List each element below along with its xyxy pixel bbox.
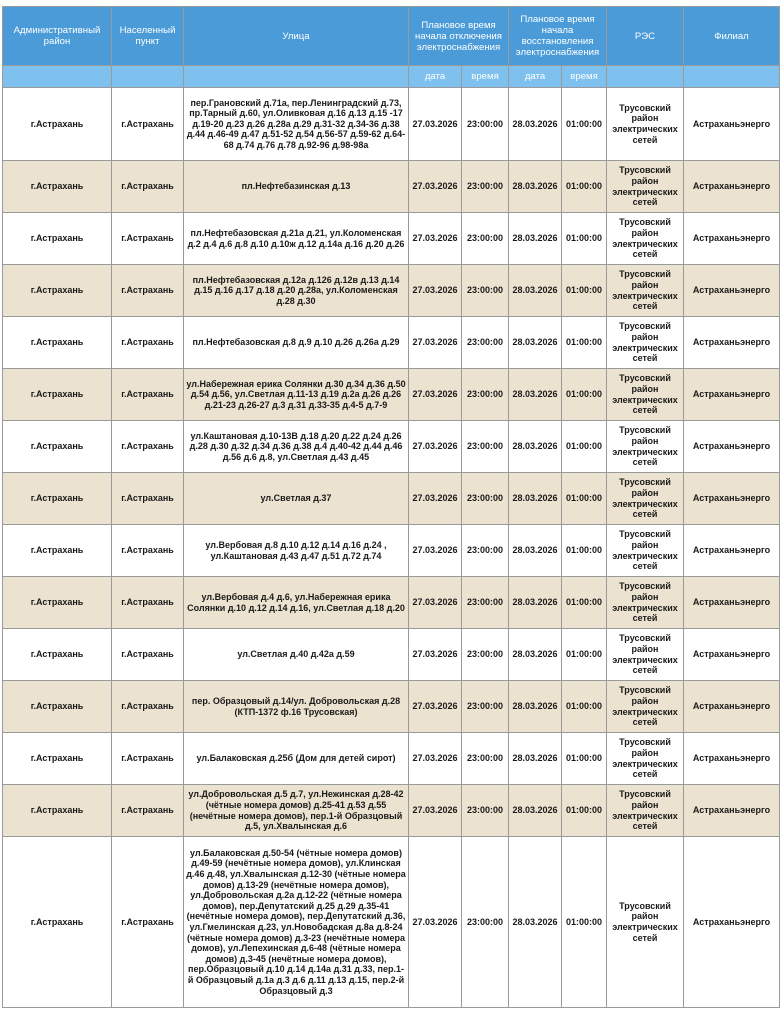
on-date-cell: 28.03.2026 (509, 629, 562, 681)
branch-cell: Астраханьэнерго (684, 681, 780, 733)
off-date-cell: 27.03.2026 (409, 213, 462, 265)
district-cell: г.Астрахань (3, 421, 112, 473)
res-cell: Трусовский район электрических сетей (607, 369, 684, 421)
outage-schedule-table (2, 6, 780, 1008)
street-cell: ул.Светлая д.40 д.42а д.59 (184, 629, 409, 681)
district-cell: г.Астрахань (3, 629, 112, 681)
off-time-cell: 23:00:00 (462, 629, 509, 681)
branch-cell: Астраханьэнерго (684, 577, 780, 629)
res-cell: Трусовский район электрических сетей (607, 213, 684, 265)
locality-cell: г.Астрахань (112, 369, 184, 421)
on-date-cell: 28.03.2026 (509, 369, 562, 421)
header-locality: Населенный пункт (112, 7, 184, 66)
on-time-cell: 01:00:00 (562, 473, 607, 525)
off-date-cell: 27.03.2026 (409, 265, 462, 317)
subheader-on-time: время (562, 66, 607, 88)
street-cell: пл.Нефтебазовская д.12а д.126 д.12в д.13 д.14 д.15 д.16 д.17 д.18 д.20 д.28а, ул.Коломенская д.28 д.30 (184, 265, 409, 317)
district-cell: г.Астрахань (3, 525, 112, 577)
res-cell: Трусовский район электрических сетей (607, 525, 684, 577)
subheader-empty (684, 66, 780, 88)
on-time-cell: 01:00:00 (562, 733, 607, 785)
street-cell: ул.Балаковская д.25б (Дом для детей сирот) (184, 733, 409, 785)
locality-cell: г.Астрахань (112, 473, 184, 525)
res-cell: Трусовский район электрических сетей (607, 473, 684, 525)
on-date-cell: 28.03.2026 (509, 88, 562, 161)
on-time-cell: 01:00:00 (562, 525, 607, 577)
table-row (3, 629, 780, 681)
district-cell: г.Астрахань (3, 213, 112, 265)
branch-cell: Астраханьэнерго (684, 213, 780, 265)
header-off-time: Плановое время начала отключения электроснабжения (409, 7, 509, 66)
branch-cell: Астраханьэнерго (684, 317, 780, 369)
off-time-cell: 23:00:00 (462, 265, 509, 317)
street-cell: ул.Вербовая д.4 д.6, ул.Набережная ерика Солянки д.10 д.12 д.14 д.16, ул.Светлая д.18 д.20 (184, 577, 409, 629)
header-admin-district: Административный район (3, 7, 112, 66)
off-time-cell: 23:00:00 (462, 369, 509, 421)
street-cell: пл.Нефтебазинская д.13 (184, 161, 409, 213)
header-restore-time: Плановое время начала восстановления электроснабжения (509, 7, 607, 66)
on-date-cell: 28.03.2026 (509, 525, 562, 577)
on-date-cell: 28.03.2026 (509, 837, 562, 1008)
off-time-cell: 23:00:00 (462, 473, 509, 525)
locality-cell: г.Астрахань (112, 88, 184, 161)
off-date-cell: 27.03.2026 (409, 317, 462, 369)
street-cell: ул.Набережная ерика Солянки д.30 д.34 д.36 д.50 д.54 д.56, ул.Светлая д.11-13 д.19 д.2а д.26 д.26 д.21-23 д.26-27 д.3 д.31 д.33-35 д.4-5 д.7-9 (184, 369, 409, 421)
on-time-cell: 01:00:00 (562, 265, 607, 317)
off-time-cell: 23:00:00 (462, 421, 509, 473)
locality-cell: г.Астрахань (112, 317, 184, 369)
res-cell: Трусовский район электрических сетей (607, 577, 684, 629)
street-cell: ул.Балаковская д.50-54 (чётные номера домов) д.49-59 (нечётные номера домов), ул.Клинская д.46 д.48, ул.Хвалынская д.12-30 (чётные номера домов) д.13-29 (нечётные номера домов), ул.Добровольская д.2а д.12-22 (чётные номера домов), пер.Депутатский д.25 д.29 д.35-41 (нечётные номера домов), пер.Депутатский д.36, ул.Гмелинская д.23, ул.Новобадская д.8а д.8-24 (чётные номера домов) д.3-23 (нечётные номера домов), ул.Лепехинская д.6-48 (чётные номера домов) д.3-45 (нечётные номера домов), пер.Образцовый д.10 д.14 д.14а д.31 д.33, пер.1-й Образцовый д.1а д.3 д.6 д.11 д.13 д.15, пер.2-й Образцовый д.3 (184, 837, 409, 1008)
on-time-cell: 01:00:00 (562, 837, 607, 1008)
branch-cell: Астраханьэнерго (684, 161, 780, 213)
res-cell: Трусовский район электрических сетей (607, 733, 684, 785)
res-cell: Трусовский район электрических сетей (607, 88, 684, 161)
table-row (3, 161, 780, 213)
locality-cell: г.Астрахань (112, 837, 184, 1008)
off-date-cell: 27.03.2026 (409, 577, 462, 629)
locality-cell: г.Астрахань (112, 421, 184, 473)
table-row (3, 317, 780, 369)
subheader-empty (3, 66, 112, 88)
district-cell: г.Астрахань (3, 733, 112, 785)
locality-cell: г.Астрахань (112, 213, 184, 265)
on-time-cell: 01:00:00 (562, 785, 607, 837)
table-row (3, 213, 780, 265)
off-date-cell: 27.03.2026 (409, 837, 462, 1008)
branch-cell: Астраханьэнерго (684, 88, 780, 161)
subheader-off-time: время (462, 66, 509, 88)
off-time-cell: 23:00:00 (462, 733, 509, 785)
on-date-cell: 28.03.2026 (509, 681, 562, 733)
street-cell: ул.Вербовая д.8 д.10 д.12 д.14 д.16 д.24 , ул.Каштановая д.43 д.47 д.51 д.72 д.74 (184, 525, 409, 577)
on-time-cell: 01:00:00 (562, 577, 607, 629)
branch-cell: Астраханьэнерго (684, 369, 780, 421)
branch-cell: Астраханьэнерго (684, 525, 780, 577)
table-body (3, 88, 780, 1008)
table-row (3, 88, 780, 161)
locality-cell: г.Астрахань (112, 577, 184, 629)
district-cell: г.Астрахань (3, 837, 112, 1008)
street-cell: пл.Нефтебазовская д.8 д.9 д.10 д.26 д.26а д.29 (184, 317, 409, 369)
locality-cell: г.Астрахань (112, 629, 184, 681)
locality-cell: г.Астрахань (112, 733, 184, 785)
on-time-cell: 01:00:00 (562, 629, 607, 681)
off-time-cell: 23:00:00 (462, 837, 509, 1008)
on-time-cell: 01:00:00 (562, 317, 607, 369)
header-street: Улица (184, 7, 409, 66)
locality-cell: г.Астрахань (112, 525, 184, 577)
branch-cell: Астраханьэнерго (684, 629, 780, 681)
on-date-cell: 28.03.2026 (509, 317, 562, 369)
street-cell: ул.Добровольская д.5 д.7, ул.Нежинская д.28-42 (чётные номера домов) д.25-41 д.53 д.55 (нечётные номера домов), пер.1-й Образцовый д.5, ул.Хвалынская д.6 (184, 785, 409, 837)
header-branch: Филиал (684, 7, 780, 66)
district-cell: г.Астрахань (3, 265, 112, 317)
street-cell: пл.Нефтебазовская д.21а д.21, ул.Коломенская д.2 д.4 д.6 д.8 д.10 д.10ж д.12 д.14а д.16 д.20 д.26 (184, 213, 409, 265)
table-row (3, 681, 780, 733)
district-cell: г.Астрахань (3, 369, 112, 421)
district-cell: г.Астрахань (3, 577, 112, 629)
branch-cell: Астраханьэнерго (684, 785, 780, 837)
off-date-cell: 27.03.2026 (409, 421, 462, 473)
table-row (3, 525, 780, 577)
table-row (3, 577, 780, 629)
header-res: РЭС (607, 7, 684, 66)
on-time-cell: 01:00:00 (562, 681, 607, 733)
district-cell: г.Астрахань (3, 161, 112, 213)
subheader-off-date: дата (409, 66, 462, 88)
street-cell: пер.Грановский д.71а, пер.Ленинградский д.73, пр.Тарный д.60, ул.Оливковая д.16 д.13 д.15 -17 д.19-20 д.23 д.26 д.28а д.29 д.31-32 д.34-36 д.38 д.44 д.46-49 д.47 д.51-52 д.54 д.56-57 д.59-62 д.64-68 д.74 д.76 д.78 д.92-96 д.98-98а (184, 88, 409, 161)
subheader-empty (112, 66, 184, 88)
table-row (3, 785, 780, 837)
off-date-cell: 27.03.2026 (409, 785, 462, 837)
res-cell: Трусовский район электрических сетей (607, 629, 684, 681)
off-time-cell: 23:00:00 (462, 525, 509, 577)
street-cell: ул.Светлая д.37 (184, 473, 409, 525)
off-time-cell: 23:00:00 (462, 317, 509, 369)
on-time-cell: 01:00:00 (562, 369, 607, 421)
branch-cell: Астраханьэнерго (684, 733, 780, 785)
table-row (3, 837, 780, 1008)
locality-cell: г.Астрахань (112, 681, 184, 733)
off-time-cell: 23:00:00 (462, 88, 509, 161)
off-date-cell: 27.03.2026 (409, 681, 462, 733)
off-date-cell: 27.03.2026 (409, 369, 462, 421)
district-cell: г.Астрахань (3, 317, 112, 369)
off-time-cell: 23:00:00 (462, 681, 509, 733)
header-row (3, 7, 780, 66)
branch-cell: Астраханьэнерго (684, 421, 780, 473)
on-date-cell: 28.03.2026 (509, 213, 562, 265)
table-row (3, 369, 780, 421)
on-time-cell: 01:00:00 (562, 213, 607, 265)
res-cell: Трусовский район электрических сетей (607, 265, 684, 317)
table-row (3, 421, 780, 473)
off-time-cell: 23:00:00 (462, 161, 509, 213)
on-date-cell: 28.03.2026 (509, 733, 562, 785)
res-cell: Трусовский район электрических сетей (607, 421, 684, 473)
district-cell: г.Астрахань (3, 785, 112, 837)
off-date-cell: 27.03.2026 (409, 473, 462, 525)
district-cell: г.Астрахань (3, 681, 112, 733)
res-cell: Трусовский район электрических сетей (607, 681, 684, 733)
district-cell: г.Астрахань (3, 473, 112, 525)
street-cell: ул.Каштановая д.10-13В д.18 д.20 д.22 д.24 д.26 д.28 д.30 д.32 д.34 д.36 д.38 д.4 д.40-42 д.44 д.46 д.56 д.6 д.8, ул.Светлая д.43 д.45 (184, 421, 409, 473)
on-date-cell: 28.03.2026 (509, 577, 562, 629)
off-date-cell: 27.03.2026 (409, 161, 462, 213)
off-time-cell: 23:00:00 (462, 213, 509, 265)
off-date-cell: 27.03.2026 (409, 525, 462, 577)
street-cell: пер. Образцовый д.14/ул. Добровольская д.28 (КТП-1372 ф.16 Трусовская) (184, 681, 409, 733)
on-time-cell: 01:00:00 (562, 161, 607, 213)
locality-cell: г.Астрахань (112, 785, 184, 837)
res-cell: Трусовский район электрических сетей (607, 837, 684, 1008)
district-cell: г.Астрахань (3, 88, 112, 161)
on-time-cell: 01:00:00 (562, 88, 607, 161)
subheader-empty (184, 66, 409, 88)
table-row (3, 733, 780, 785)
on-date-cell: 28.03.2026 (509, 421, 562, 473)
on-date-cell: 28.03.2026 (509, 473, 562, 525)
off-date-cell: 27.03.2026 (409, 629, 462, 681)
on-time-cell: 01:00:00 (562, 421, 607, 473)
locality-cell: г.Астрахань (112, 161, 184, 213)
off-date-cell: 27.03.2026 (409, 88, 462, 161)
subheader-empty (607, 66, 684, 88)
table-row (3, 265, 780, 317)
branch-cell: Астраханьэнерго (684, 473, 780, 525)
table-row (3, 473, 780, 525)
branch-cell: Астраханьэнерго (684, 837, 780, 1008)
on-date-cell: 28.03.2026 (509, 161, 562, 213)
res-cell: Трусовский район электрических сетей (607, 161, 684, 213)
subheader-row (3, 66, 780, 88)
branch-cell: Астраханьэнерго (684, 265, 780, 317)
res-cell: Трусовский район электрических сетей (607, 317, 684, 369)
on-date-cell: 28.03.2026 (509, 265, 562, 317)
locality-cell: г.Астрахань (112, 265, 184, 317)
res-cell: Трусовский район электрических сетей (607, 785, 684, 837)
off-time-cell: 23:00:00 (462, 577, 509, 629)
on-date-cell: 28.03.2026 (509, 785, 562, 837)
off-time-cell: 23:00:00 (462, 785, 509, 837)
subheader-on-date: дата (509, 66, 562, 88)
off-date-cell: 27.03.2026 (409, 733, 462, 785)
